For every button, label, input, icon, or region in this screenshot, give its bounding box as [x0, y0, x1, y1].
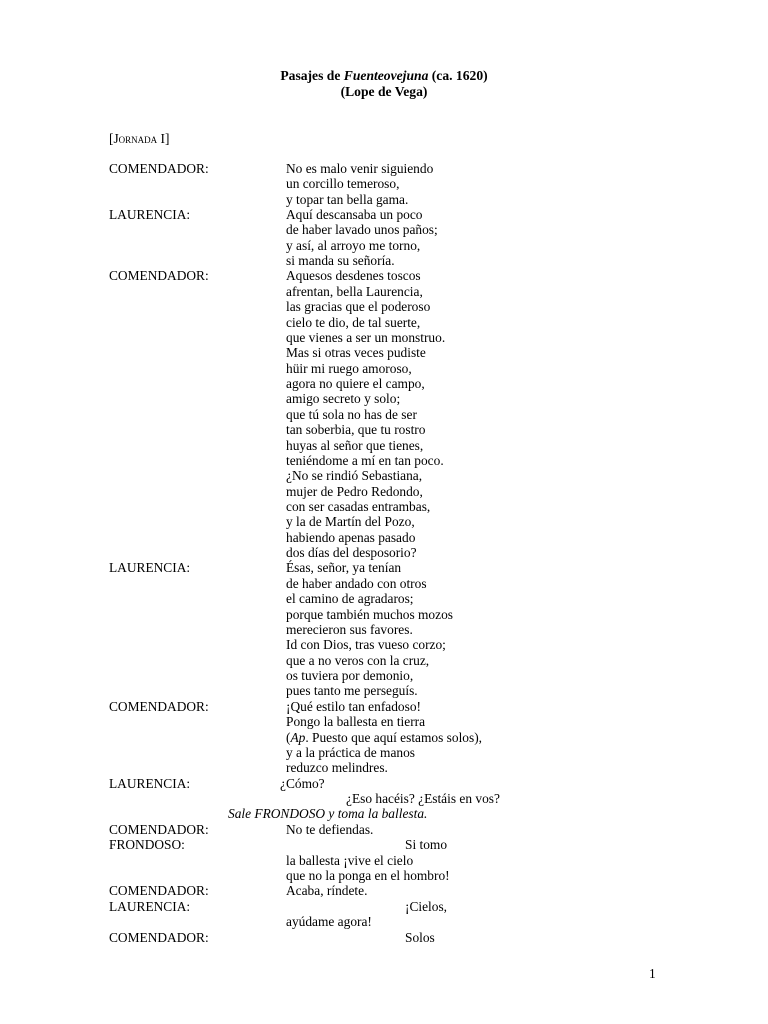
- verse-line: Si tomo: [405, 837, 448, 852]
- verse-line: afrentan, bella Laurencia,: [286, 284, 423, 299]
- speaker-frondoso: FRONDOSO:: [109, 837, 185, 852]
- verse-line: No te defiendas.: [286, 822, 374, 837]
- document-title: [0, 68, 768, 84]
- aside-abbr: Ap: [290, 730, 306, 745]
- verse-line: Aquesos desdenes toscos: [286, 268, 421, 283]
- verse-line: ¿Eso hacéis? ¿Estáis en vos?: [346, 791, 500, 806]
- verse-line: Pongo la ballesta en tierra: [286, 714, 426, 729]
- verse-line: ¿Cómo?: [280, 776, 325, 791]
- verse-line: que no la ponga en el hombro!: [286, 868, 450, 883]
- speaker-comendador: COMENDADOR:: [109, 822, 209, 837]
- stage-direction: Sale FRONDOSO y toma la ballesta.: [228, 806, 428, 821]
- verse-line: porque también muchos mozos: [286, 607, 453, 622]
- verse-line: de haber lavado unos paños;: [286, 222, 438, 237]
- verse-line: merecieron sus favores.: [286, 622, 413, 637]
- verse-line: hüir mi ruego amoroso,: [286, 361, 412, 376]
- verse-line: y topar tan bella gama.: [286, 192, 409, 207]
- document-subtitle: (Lope de Vega): [340, 84, 428, 99]
- speaker-comendador: COMENDADOR:: [109, 699, 209, 714]
- verse-line: y a la práctica de manos: [286, 745, 416, 760]
- verse-line: ayúdame agora!: [286, 914, 372, 929]
- verse-line: habiendo apenas pasado: [286, 530, 416, 545]
- verse-line: reduzco melindres.: [286, 760, 388, 775]
- verse-line: dos días del desposorio?: [286, 545, 417, 560]
- verse-line: Ésas, señor, ya tenían: [286, 560, 402, 575]
- verse-line: y así, al arroyo me torno,: [286, 238, 421, 253]
- verse-line: el camino de agradaros;: [286, 591, 414, 606]
- verse-line: amigo secreto y solo;: [286, 391, 401, 406]
- verse-line: agora no quiere el campo,: [286, 376, 425, 391]
- verse-line: Aquí descansaba un poco: [286, 207, 423, 222]
- verse-line: las gracias que el poderoso: [286, 299, 431, 314]
- verse-line: os tuviera por demonio,: [286, 668, 414, 683]
- verse-line: mujer de Pedro Redondo,: [286, 484, 423, 499]
- speaker-laurencia: LAURENCIA:: [109, 899, 191, 914]
- aside-line: (Ap. Puesto que aquí estamos solos),: [286, 730, 483, 745]
- verse-line: huyas al señor que tienes,: [286, 438, 424, 453]
- title-work: Fuenteovejuna: [343, 68, 429, 83]
- title-prefix: Pasajes de: [280, 68, 344, 83]
- speaker-comendador: COMENDADOR:: [109, 930, 209, 945]
- verse-line: la ballesta ¡vive el cielo: [286, 853, 414, 868]
- verse-line: Acaba, ríndete.: [286, 883, 368, 898]
- speaker-comendador: COMENDADOR:: [109, 883, 209, 898]
- verse-line: Id con Dios, tras vueso corzo;: [286, 637, 446, 652]
- speaker-laurencia: LAURENCIA:: [109, 207, 191, 222]
- verse-line: cielo te dio, de tal suerte,: [286, 315, 421, 330]
- section-label: Jornada I: [113, 131, 165, 146]
- verse-line: y la de Martín del Pozo,: [286, 514, 415, 529]
- verse-line: que vienes a ser un monstruo.: [286, 330, 446, 345]
- verse-line: con ser casadas entrambas,: [286, 499, 431, 514]
- verse-line: teniéndome a mí en tan poco.: [286, 453, 444, 468]
- verse-line: ¿No se rindió Sebastiana,: [286, 468, 423, 483]
- verse-line: tan soberbia, que tu rostro: [286, 422, 426, 437]
- verse-line: un corcillo temeroso,: [286, 176, 400, 191]
- title-suffix: (ca. 1620): [428, 68, 488, 83]
- verse-line: No es malo venir siguiendo: [286, 161, 434, 176]
- verse-line: ¡Qué estilo tan enfadoso!: [286, 699, 421, 714]
- speaker-laurencia: LAURENCIA:: [109, 560, 191, 575]
- verse-line: ¡Cielos,: [405, 899, 448, 914]
- verse-line: si manda su señoría.: [286, 253, 395, 268]
- verse-line: Mas si otras veces pudiste: [286, 345, 426, 360]
- verse-line: de haber andado con otros: [286, 576, 427, 591]
- speaker-laurencia: LAURENCIA:: [109, 776, 191, 791]
- speaker-comendador: COMENDADOR:: [109, 161, 209, 176]
- page-number: 1: [649, 966, 656, 981]
- verse-line: que a no veros con la cruz,: [286, 653, 430, 668]
- speaker-comendador: COMENDADOR:: [109, 268, 209, 283]
- section-heading: [Jornada I]: [109, 131, 170, 146]
- verse-line: Solos: [405, 930, 435, 945]
- verse-line: pues tanto me perseguís.: [286, 683, 418, 698]
- verse-line: que tú sola no has de ser: [286, 407, 417, 422]
